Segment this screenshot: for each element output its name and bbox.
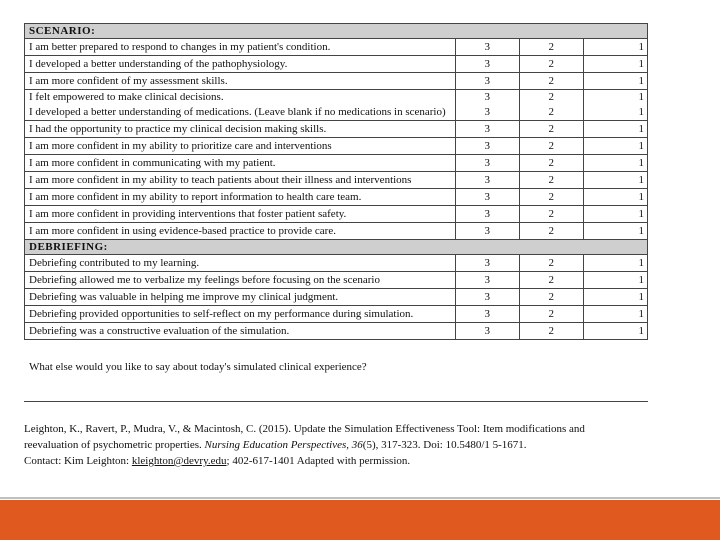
item-text: Debriefing provided opportunities to self-reflect on my performance during simulation.: [25, 306, 456, 323]
rating-3: 3: [455, 306, 519, 323]
table-row: [25, 121, 648, 138]
citation-line-2: [24, 437, 664, 453]
rating-1: 1: [583, 73, 647, 90]
rating-2: 2: [519, 255, 583, 272]
footer-divider: [0, 497, 720, 499]
item-text: Debriefing contributed to my learning.: [25, 255, 456, 272]
rating-2: 2: [519, 272, 583, 289]
rating-3: 3: [484, 106, 490, 118]
citation: [24, 421, 664, 469]
item-text: I had the opportunity to practice my clinical decision making skills.: [25, 121, 456, 138]
item-text: I am more confident in my ability to teach patients about their illness and interventions: [25, 172, 456, 189]
item-text: Debriefing allowed me to verbalize my feelings before focusing on the scenario: [25, 272, 456, 289]
section-title: SCENARIO:: [25, 24, 648, 39]
rating-3: 3: [455, 172, 519, 189]
rating-2: 2: [519, 206, 583, 223]
table-row: [25, 189, 648, 206]
rating-1: 1: [583, 121, 647, 138]
rating-1: 1: [638, 106, 644, 118]
rating-3: 3: [455, 206, 519, 223]
citation-text: reevaluation of psychometric properties.: [24, 439, 205, 451]
item-text: I am more confident in providing interventions that foster patient safety.: [25, 206, 456, 223]
citation-line-1: Leighton, K., Ravert, P., Mudra, V., & Macintosh, C. (2015). Update the Simulation Effectiveness Tool: Item modifications and: [24, 423, 585, 435]
citation-line-3: [24, 453, 664, 469]
table-row: [25, 73, 648, 90]
rating-1: 1: [583, 155, 647, 172]
item-text: I developed a better understanding of the pathophysiology.: [25, 56, 456, 73]
rating-1: 1: [583, 39, 647, 56]
item-text: I felt empowered to make clinical decisions.: [29, 91, 224, 103]
rating-1: 1: [583, 289, 647, 306]
rating-1: 1: [583, 272, 647, 289]
item-text: I am more confident of my assessment skills.: [25, 73, 456, 90]
rating-2: 2: [519, 155, 583, 172]
table-row-merged: [25, 90, 648, 121]
table-row: [25, 155, 648, 172]
rating-2: 2: [519, 121, 583, 138]
rating-2: 2: [519, 56, 583, 73]
footer-bar: [0, 500, 720, 540]
rating-3: 3: [455, 272, 519, 289]
rating-3: 3: [455, 223, 519, 240]
rating-3: 3: [455, 121, 519, 138]
rating-2: 2: [519, 189, 583, 206]
rating-2: 2: [548, 91, 555, 103]
table-row: [25, 56, 648, 73]
rating-2: 2: [519, 73, 583, 90]
rating-3: 3: [455, 289, 519, 306]
table-row: [25, 306, 648, 323]
rating-1: 1: [583, 306, 647, 323]
item-text: I am more confident in my ability to prioritize care and interventions: [25, 138, 456, 155]
rating-2: 2: [548, 106, 555, 118]
contact-email-link[interactable]: kleighton@devry.edu: [131, 455, 227, 467]
rating-3: 3: [484, 91, 490, 103]
rating-3: 3: [455, 155, 519, 172]
item-text: Debriefing was valuable in helping me improve my clinical judgment.: [25, 289, 456, 306]
rating-1: 1: [583, 223, 647, 240]
rating-1: 1: [638, 91, 644, 103]
rating-1: 1: [583, 172, 647, 189]
rating-1: 1: [583, 255, 647, 272]
section-title: DEBRIEFING:: [25, 240, 648, 255]
contact-label: Contact: Kim Leighton:: [24, 455, 132, 467]
item-text-group: [25, 90, 456, 121]
rating-2: 2: [519, 223, 583, 240]
rating-2: 2: [519, 39, 583, 56]
table-row: [25, 255, 648, 272]
divider: [24, 401, 648, 402]
rating-1: 1: [583, 206, 647, 223]
open-question: What else would you like to say about today's simulated clinical experience?: [29, 361, 367, 373]
citation-text: (5), 317-323. Doi: 10.5480/1 5-1671.: [362, 439, 527, 451]
rating-3-group: [455, 90, 519, 121]
item-text: I am better prepared to respond to changes in my patient's condition.: [25, 39, 456, 56]
item-text: I am more confident in my ability to report information to health care team.: [25, 189, 456, 206]
item-text: I am more confident in using evidence-based practice to provide care.: [25, 223, 456, 240]
table-row: [25, 172, 648, 189]
rating-3: 3: [455, 323, 519, 340]
rating-2: 2: [519, 323, 583, 340]
rating-2: 2: [519, 289, 583, 306]
rating-1: 1: [583, 323, 647, 340]
table-row: [25, 272, 648, 289]
rating-1: 1: [583, 138, 647, 155]
rating-2: 2: [519, 172, 583, 189]
item-text: I am more confident in communicating with my patient.: [25, 155, 456, 172]
table-row: [25, 206, 648, 223]
rating-3: 3: [455, 39, 519, 56]
rating-2-group: [519, 90, 583, 121]
item-text: Debriefing was a constructive evaluation of the simulation.: [25, 323, 456, 340]
section-header-debriefing: [25, 240, 648, 255]
table-row: [25, 39, 648, 56]
survey-table: [24, 23, 648, 340]
table-row: [25, 223, 648, 240]
item-text: I developed a better understanding of medications. (Leave blank if no medications in scenario): [29, 106, 446, 118]
contact-details: ; 402-617-1401 Adapted with permission.: [226, 455, 411, 467]
rating-1-group: [583, 90, 647, 121]
section-header-scenario: [25, 24, 648, 39]
rating-3: 3: [455, 56, 519, 73]
journal-title: Nursing Education Perspectives, 36: [204, 439, 363, 451]
rating-1: 1: [583, 56, 647, 73]
rating-1: 1: [583, 189, 647, 206]
rating-3: 3: [455, 255, 519, 272]
rating-3: 3: [455, 138, 519, 155]
rating-3: 3: [455, 189, 519, 206]
rating-3: 3: [455, 73, 519, 90]
rating-2: 2: [519, 306, 583, 323]
table-row: [25, 138, 648, 155]
table-row: [25, 323, 648, 340]
rating-2: 2: [519, 138, 583, 155]
table-row: [25, 289, 648, 306]
